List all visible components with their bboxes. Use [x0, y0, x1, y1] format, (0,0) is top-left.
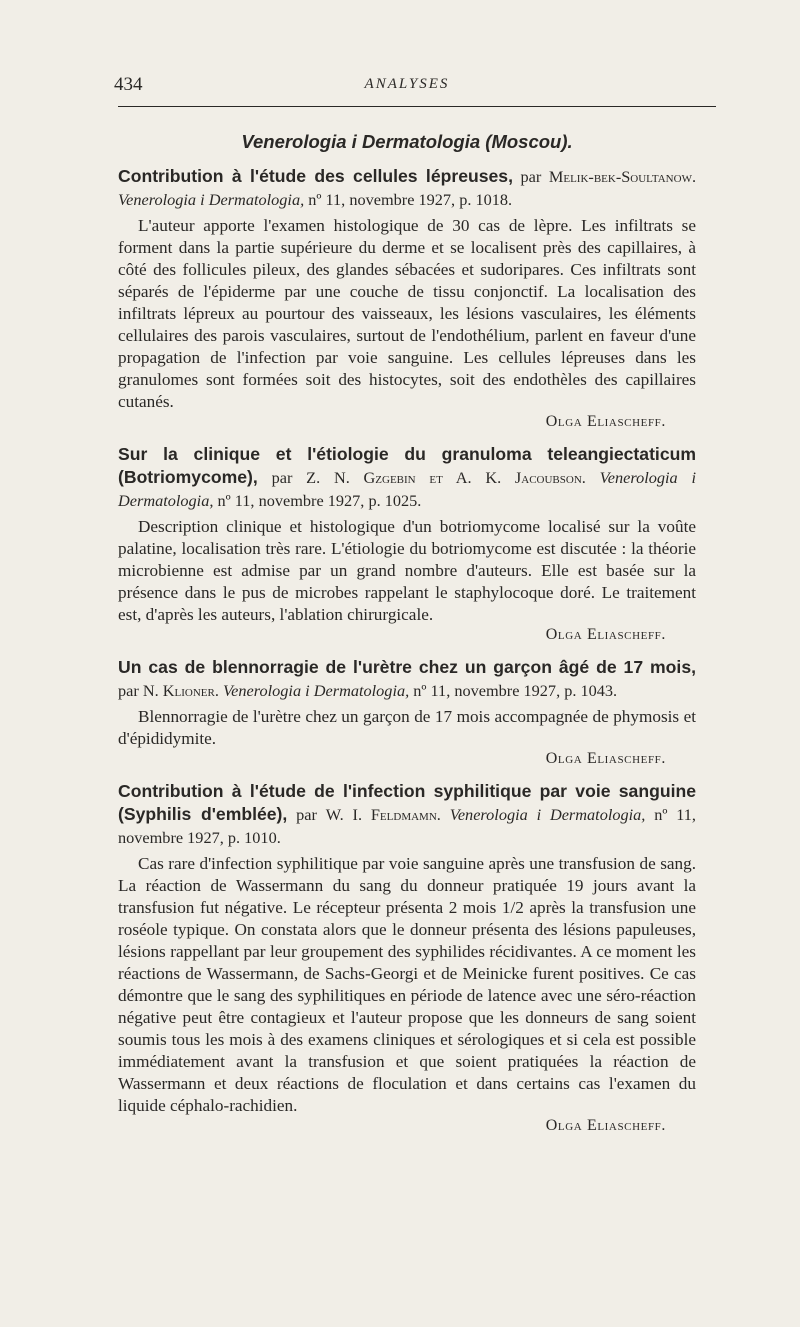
- reviewer-signature: Olga Eliascheff.: [545, 413, 666, 430]
- article-heading: [118, 443, 696, 512]
- article-title: Contribution à l'étude des cellules lépreuses,: [118, 166, 513, 186]
- reviewer-signature: Olga Eliascheff.: [545, 626, 666, 643]
- article-title: Un cas de blennorragie de l'urètre chez un garçon âgé de 17 mois,: [118, 657, 696, 677]
- by-text: par: [520, 167, 542, 186]
- article-1: [118, 165, 696, 431]
- by-text: par: [296, 805, 317, 824]
- page: [114, 70, 697, 1135]
- citation: nº 11, novembre 1927, p. 1043.: [413, 681, 618, 700]
- citation: nº 11, novembre 1927, p. 1018.: [308, 190, 513, 209]
- journal-name: Venerologia i Dermatologia,: [223, 681, 410, 700]
- journal-name: Venerologia i Dermatologia,: [449, 805, 646, 824]
- article-authors: Z. N. Gzgebin et A. K. Jacoubson.: [306, 468, 586, 487]
- article-authors: Melik-bek-Soultanow.: [548, 167, 697, 186]
- article-2: [118, 443, 696, 644]
- running-head: [114, 70, 696, 100]
- article-4: [118, 780, 696, 1135]
- reviewer-signature: Olga Eliascheff.: [545, 750, 666, 767]
- article-body: Description clinique et histologique d'un botriomycome localisé sur la voûte palatine, localisation très rare. L'étiologie du botriomycome est discutée : la théorie microbienne est admise par un grand nombre d'auteurs. Elle est basée sur la présence dans le pus de microbes rappelant le staphylocoque doré. Le traitement est, d'après les auteurs, l'ablation chirurgicale.: [118, 517, 696, 624]
- citation: nº 11, novembre 1927, p. 1010.: [118, 805, 696, 847]
- journal-name: Venerologia i Dermatologia,: [118, 190, 305, 209]
- journal-name: Venerologia i Dermatologia,: [118, 468, 696, 510]
- article-title: Sur la clinique et l'étiologie du granuloma teleangiectaticum (Botriomycome),: [118, 444, 696, 487]
- article-3: [118, 656, 696, 768]
- article-authors: W. I. Feldmamn.: [325, 805, 441, 824]
- section-title: Venerologia i Dermatologia (Moscou).: [241, 131, 573, 152]
- article-heading: [118, 165, 696, 211]
- by-text: par: [271, 468, 293, 487]
- article-title: Contribution à l'étude de l'infection syphilitique par voie sanguine (Syphilis d'emblée),: [118, 781, 696, 824]
- header-rule: [118, 106, 716, 107]
- by-text: par: [118, 681, 139, 700]
- citation: nº 11, novembre 1927, p. 1025.: [217, 491, 422, 510]
- article-heading: [118, 656, 696, 702]
- page-number: 434: [114, 74, 143, 95]
- article-body: Blennorragie de l'urètre chez un garçon de 17 mois accompagnée de phymosis et d'épididymite.: [118, 707, 696, 748]
- article-body: L'auteur apporte l'examen histologique de 30 cas de lèpre. Les infiltrats se forment dans la partie supérieure du derme et se localisent près des capillaires, à côté des follicules pileux, des glandes sébacées et sudoripares. Ces infiltrats sont séparés de l'épiderme par une couche de tissu conjonctif. La localisation des infiltrats lépreux au pourtour des vaisseaux, les lésions vasculaires, les éléments cellulaires des parois vasculaires, surtout de l'endothélium, parlent en faveur d'une propagation de l'infection par voie sanguine. Les cellules lépreuses dans les granulomes sont formées soit des histocytes, soit des endothèles des capillaires cutanés.: [118, 216, 696, 411]
- article-body: Cas rare d'infection syphilitique par voie sanguine après une transfusion de sang. La réaction de Wassermann du sang du donneur pratiquée 19 jours avant la transfusion fut négative. Le récepteur présenta 2 mois 1/2 après la transfusion une roséole typique. On constata alors que le donneur présenta des lésions papuleuses, lésions rappellant par leur groupement des syphilides récidivantes. A ce moment les réactions de Wassermann, de Sachs-Georgi et de Meinicke furent positives. Ce cas démontre que le sang des syphilitiques en période de latence avec une séro-réaction négative peut être contagieux et l'auteur propose que les donneurs de sang soient soumis tous les mois à des examens cliniques et sérologiques et si cela est possible immédiatement avant la transfusion et que soient pratiquées la réaction de Wassermann et deux réactions de floculation et dans certains cas l'examen du liquide céphalo-rachidien.: [118, 854, 696, 1115]
- article-heading: [118, 780, 696, 849]
- running-title: ANALYSES: [364, 76, 450, 92]
- reviewer-signature: Olga Eliascheff.: [545, 1117, 666, 1134]
- article-authors: N. Klioner.: [142, 681, 219, 700]
